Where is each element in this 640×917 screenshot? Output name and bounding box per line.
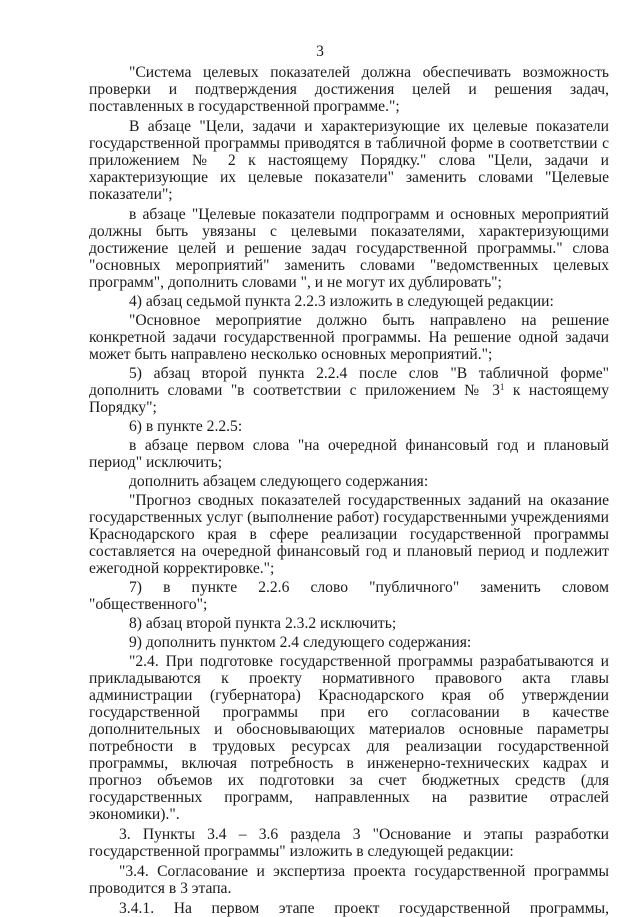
paragraph-2: В абзаце "Цели, задачи и характеризующие их целевые показатели государственной программы приводятся в табличной форме в соответствии с приложением № 2 к настоящему Порядку." слова "Цели, задачи и характеризующие их целевые показатели" заменить словами "Целевые показатели"; bbox=[89, 118, 609, 203]
paragraph-12: 8) абзац второй пункта 2.3.2 исключить; bbox=[129, 615, 397, 632]
paragraph-17: 3.4.1. На первом этапе проект государственной программы, bbox=[119, 900, 609, 917]
paragraph-11: 7) в пункте 2.2.6 слово "публичного" заменить словом "общественного"; bbox=[89, 579, 609, 613]
paragraph-16: "3.4. Согласование и экспертиза проекта государственной программы проводится в 3 этапа. bbox=[89, 863, 609, 897]
paragraph-5: "Основное мероприятие должно быть направлено на решение конкретной задачи государственной программы. На решение одной задачи может быть направлено несколько основных мероприятий."; bbox=[89, 312, 609, 363]
document-body bbox=[89, 64, 609, 917]
page-number: 3 bbox=[316, 43, 324, 60]
paragraph-13: 9) дополнить пунктом 2.4 следующего содержания: bbox=[129, 634, 472, 651]
paragraph-10: "Прогноз сводных показателей государственных заданий на оказание государственных услуг (выполнение работ) государственными учреждениями Краснодарского края в сфере реализации государственной программы составляется на очередной финансовый год и плановый период и подлежит ежегодной корректировке."; bbox=[89, 492, 609, 577]
paragraph-8: в абзаце первом слова "на очередной финансовый год и плановый период" исключить; bbox=[89, 437, 609, 471]
superscript-index: 1 bbox=[499, 382, 505, 392]
paragraph-6 bbox=[89, 365, 609, 416]
paragraph-1: "Система целевых показателей должна обеспечивать возможность проверки и подтверждения достижения целей и решения задач, поставленных в государственной программе."; bbox=[89, 64, 609, 115]
paragraph-15: 3. Пункты 3.4 – 3.6 раздела 3 "Основание и этапы разработки государственной программы" изложить в следующей редакции: bbox=[89, 826, 609, 860]
paragraph-6-tail: к настоящему Порядку"; bbox=[89, 382, 609, 416]
paragraph-3: в абзаце "Целевые показатели подпрограмм и основных мероприятий должны быть увязаны с целевыми показателями, характеризующими достижение целей и решение задач государственной программы." слова "основных мероприятий" заменить словами "ведомственных целевых программ", дополнить словами ", и не могут их дублировать"; bbox=[89, 206, 609, 291]
paragraph-14: "2.4. При подготовке государственной программы разрабатываются и прикладываются к проекту нормативного правового акта главы администрации (губернатора) Краснодарского края об утверждении государственной программы при его согласовании в качестве дополнительных и обосновывающих материалов основные параметры потребности в трудовых ресурсах для реализации государственной программы, включая потребность в инженерно-технических кадрах и прогноз объемов их подготовки за счет бюджетных средств (для государственных программ, направленных на развитие отраслей экономики).". bbox=[89, 653, 609, 823]
paragraph-7: 6) в пункте 2.2.5: bbox=[129, 418, 243, 435]
paragraph-4: 4) абзац седьмой пункта 2.2.3 изложить в следующей редакции: bbox=[129, 293, 554, 310]
paragraph-9: дополнить абзацем следующего содержания: bbox=[129, 473, 429, 490]
paragraph-6-text: 5) абзац второй пункта 2.2.4 после слов "В табличной форме" дополнить словами "в соответствии с приложением № 3 bbox=[89, 365, 609, 399]
